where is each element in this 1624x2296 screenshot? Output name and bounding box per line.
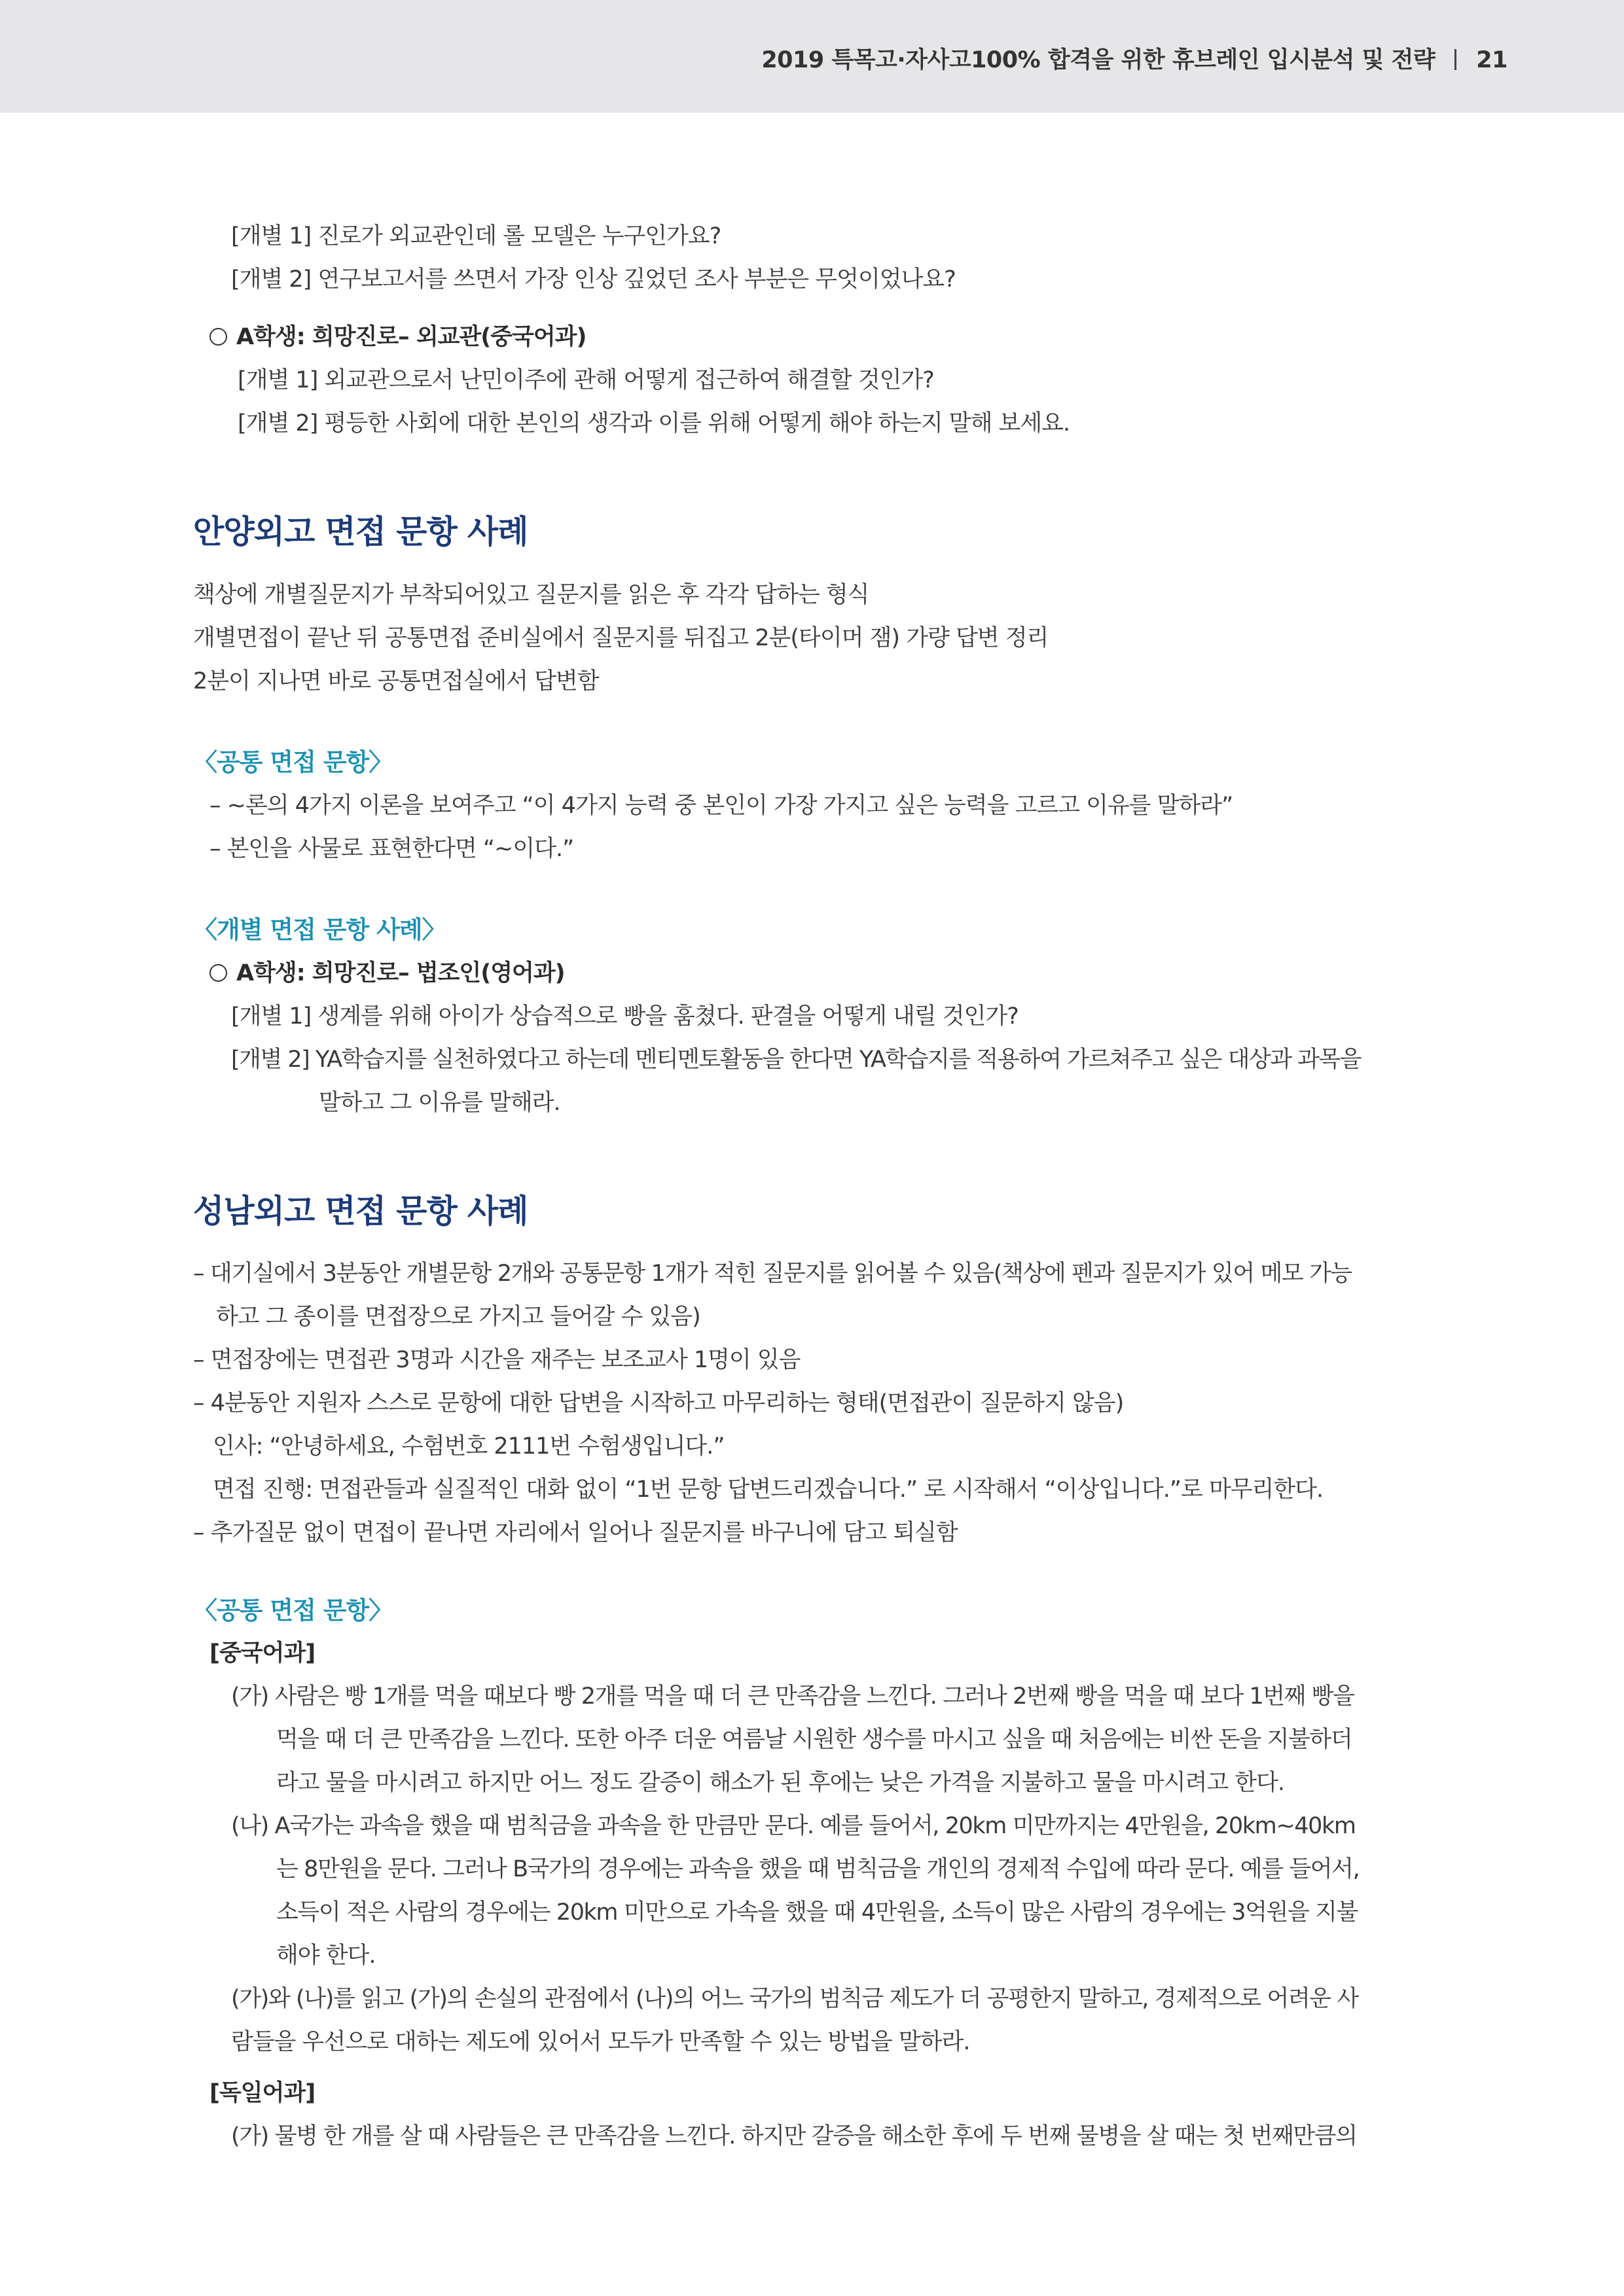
- seongnam-line-1-cont: 하고 그 종이를 면접장으로 가지고 들어갈 수 있음): [216, 1304, 700, 1330]
- anyang-student-label: A학생: 희망진로– 법조인(영어과): [236, 960, 565, 986]
- seongnam-line-1: – 대기실에서 3분동안 개별문항 2개와 공통문항 1개가 적힌 질문지를 읽어볼 수 있음(책상에 펜과 질문지가 있어 메모 가능: [193, 1261, 1352, 1287]
- anyang-common-title: 〈공통 면접 문항〉: [193, 748, 393, 776]
- header-separator: [1454, 49, 1456, 70]
- seongnam-line-3: – 4분동안 지원자 스스로 문항에 대한 답변을 시작하고 마무리하는 형태(면접관이 질문하지 않음): [193, 1390, 1124, 1416]
- question-line-2: 람들을 우선으로 대하는 제도에 있어서 모두가 만족할 수 있는 방법을 말하라.: [231, 2029, 970, 2055]
- german-ga-line-1: (가) 물병 한 개를 살 때 사람들은 큰 만족감을 느낀다. 하지만 갈증을 해소한 후에 두 번째 물병을 살 때는 첫 번째만큼의: [231, 2123, 1357, 2149]
- ga-line-1: (가) 사람은 빵 1개를 먹을 때보다 빵 2개를 먹을 때 더 큰 만족감을 느낀다. 그러나 2번째 빵을 먹을 때 보다 1번째 빵을: [231, 1683, 1354, 1710]
- anyang-p1: 책상에 개별질문지가 부착되어있고 질문지를 읽은 후 각각 답하는 형식: [193, 582, 869, 608]
- page-header: [0, 0, 1624, 113]
- top-q3: [개별 1] 외교관으로서 난민이주에 관해 어떻게 접근하여 해결할 것인가?: [238, 367, 934, 393]
- circle-bullet-icon: [209, 328, 227, 346]
- german-dept-label: [독일어과]: [209, 2080, 316, 2106]
- anyang-individual-1: [개별 1] 생계를 위해 아이가 상습적으로 빵을 훔쳤다. 판결을 어떻게 내릴 것인가?: [231, 1003, 1019, 1030]
- header-text: [761, 42, 1507, 75]
- anyang-individual-title: 〈개별 면접 문항 사례〉: [193, 916, 446, 944]
- na-line-3: 소득이 적은 사람의 경우에는 20km 미만으로 가속을 했을 때 4만원을, 소득이 많은 사람의 경우에는 3억원을 지불: [276, 1899, 1358, 1926]
- ga-line-3: 라고 물을 마시려고 하지만 어느 정도 갈증이 해소가 된 후에는 낮은 가격을 지불하고 물을 마시려고 한다.: [276, 1770, 1285, 1796]
- anyang-student: [209, 959, 565, 988]
- anyang-title: 안양외고 면접 문항 사례: [193, 513, 528, 550]
- top-q4: [개별 2] 평등한 사회에 대한 본인의 생각과 이를 위해 어떻게 해야 하는지 말해 보세요.: [238, 410, 1070, 437]
- seongnam-line-2: – 면접장에는 면접관 3명과 시간을 재주는 보조교사 1명이 있음: [193, 1347, 801, 1373]
- ga-line-2: 먹을 때 더 큰 만족감을 느낀다. 또한 아주 더운 여름날 시원한 생수를 마시고 싶을 때 처음에는 비싼 돈을 지불하더: [276, 1727, 1352, 1753]
- na-line-4: 해야 한다.: [276, 1943, 376, 1969]
- top-q2: [개별 2] 연구보고서를 쓰면서 가장 인상 깊었던 조사 부분은 무엇이었나요?: [231, 266, 956, 293]
- top-student-label: A학생: 희망진로– 외교관(중국어과): [236, 324, 586, 350]
- header-title: 2019 특목고·자사고100% 합격을 위한 휴브레인 입시분석 및 전략: [761, 47, 1435, 73]
- anyang-common-1: – ~론의 4가지 이론을 보여주고 “이 4가지 능력 중 본인이 가장 가지고 싶은 능력을 고르고 이유를 말하라”: [209, 793, 1233, 819]
- anyang-common-2: – 본인을 사물로 표현한다면 “~이다.”: [209, 836, 574, 862]
- seongnam-line-5: 면접 진행: 면접관들과 실질적인 대화 없이 “1번 문항 답변드리겠습니다.” 로 시작해서 “이상입니다.”로 마무리한다.: [213, 1477, 1324, 1503]
- anyang-p2: 개별면접이 끝난 뒤 공통면접 준비실에서 질문지를 뒤집고 2분(타이머 잼) 가량 답변 정리: [193, 625, 1049, 651]
- question-line-1: (가)와 (나)를 읽고 (가)의 손실의 관점에서 (나)의 어느 국가의 범칙금 제도가 더 공평한지 말하고, 경제적으로 어려운 사: [231, 1986, 1358, 2012]
- seongnam-line-6: – 추가질문 없이 면접이 끝나면 자리에서 일어나 질문지를 바구니에 담고 퇴실함: [193, 1520, 958, 1546]
- seongnam-common-title: 〈공통 면접 문항〉: [193, 1596, 393, 1624]
- seongnam-line-4: 인사: “안녕하세요, 수험번호 2111번 수험생입니다.”: [213, 1433, 725, 1460]
- na-line-1: (나) A국가는 과속을 했을 때 범칙금을 과속을 한 만큼만 문다. 예를 들어서, 20km 미만까지는 4만원을, 20km~40km: [231, 1813, 1356, 1839]
- na-line-2: 는 8만원을 문다. 그러나 B국가의 경우에는 과속을 했을 때 범칙금을 개인의 경제적 수입에 따라 문다. 예를 들어서,: [276, 1856, 1360, 1882]
- seongnam-title: 성남외고 면접 문항 사례: [193, 1193, 528, 1230]
- anyang-individual-2-cont: 말하고 그 이유를 말해라.: [319, 1090, 560, 1116]
- page-number: 21: [1476, 47, 1507, 73]
- top-student: [209, 323, 586, 351]
- chinese-dept-label: [중국어과]: [209, 1640, 316, 1666]
- anyang-individual-2: [개별 2] YA학습지를 실천하였다고 하는데 멘티멘토활동을 한다면 YA학습지를 적용하여 가르쳐주고 싶은 대상과 과목을: [231, 1047, 1362, 1073]
- anyang-p3: 2분이 지나면 바로 공통면접실에서 답변함: [193, 668, 599, 694]
- circle-bullet-icon: [209, 964, 227, 982]
- top-q1: [개별 1] 진로가 외교관인데 롤 모델은 누구인가요?: [231, 223, 721, 249]
